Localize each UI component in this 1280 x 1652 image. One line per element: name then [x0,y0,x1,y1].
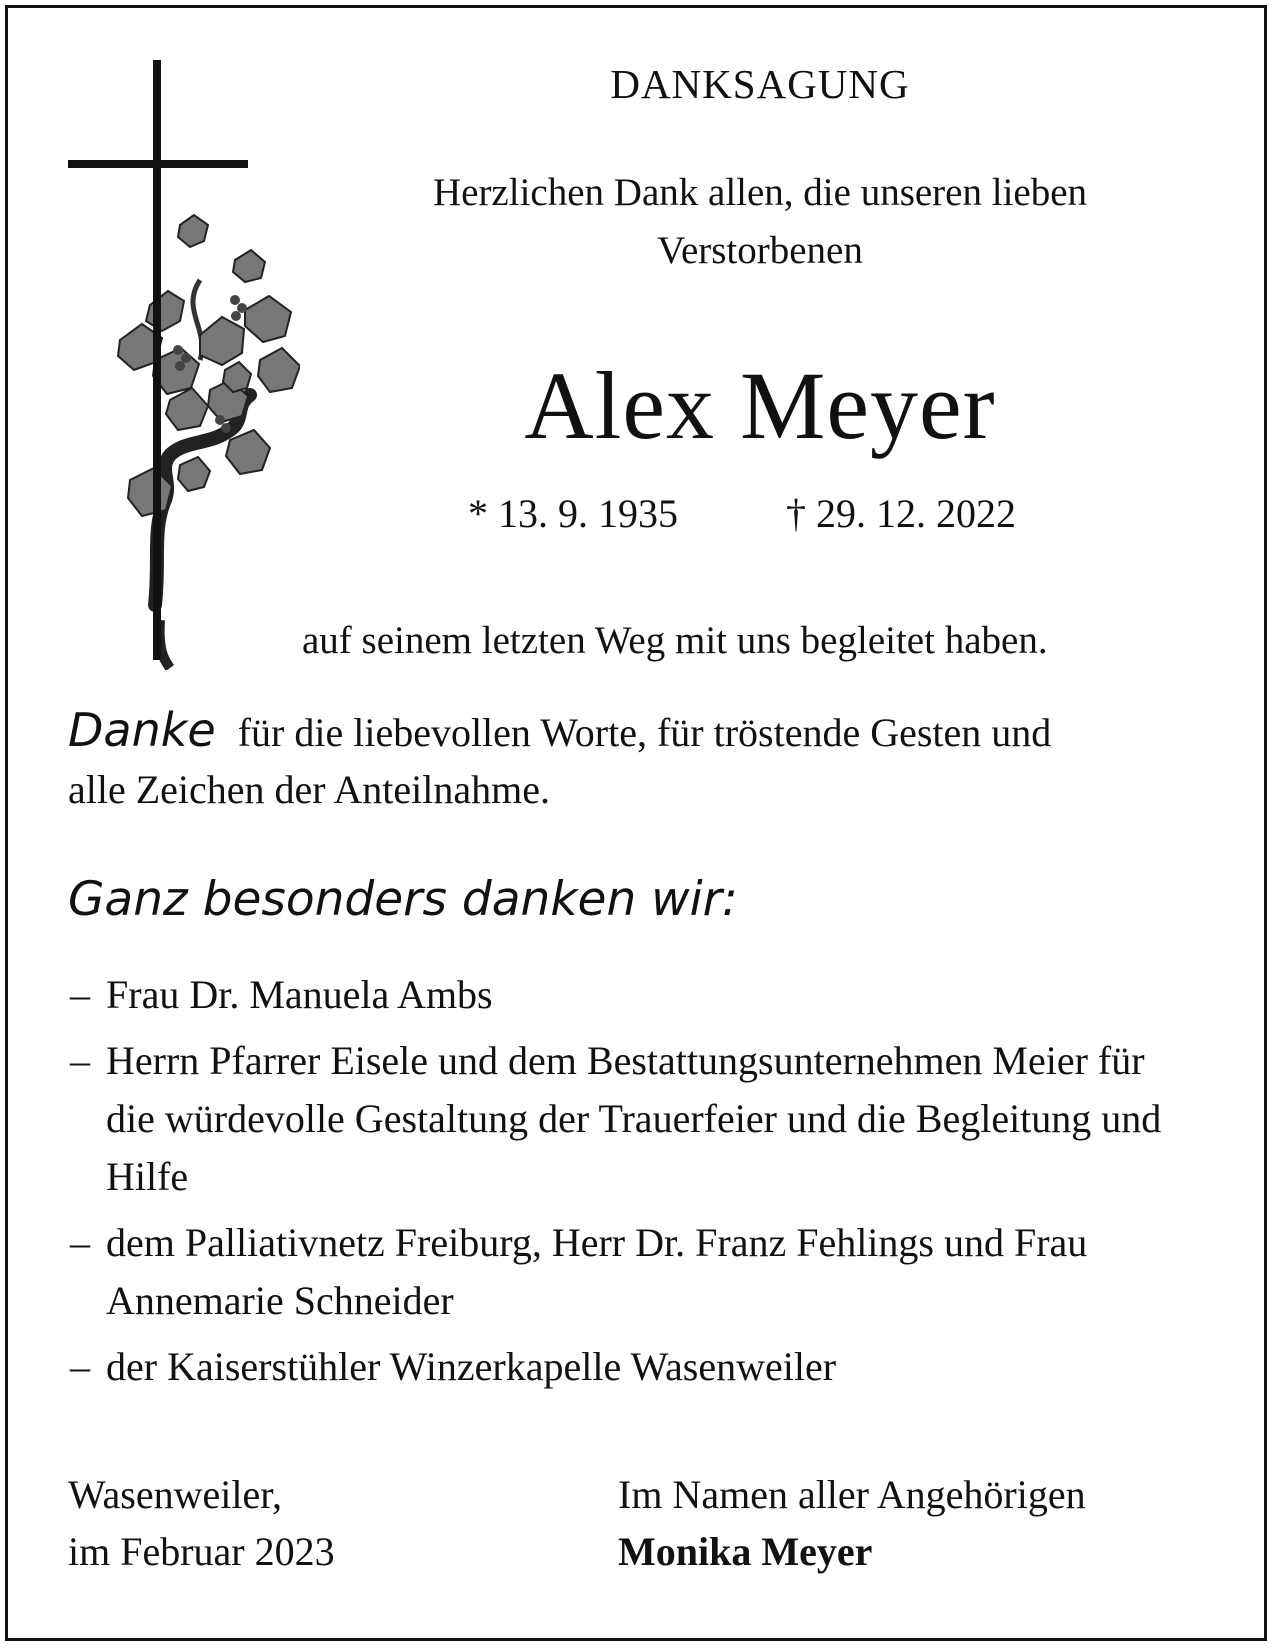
signature-name: Monika Meyer [618,1529,873,1574]
thanks-line-1: für die liebevollen Worte, für tröstende Gesten und [237,710,1052,755]
deceased-name: Alex Meyer [524,352,996,459]
thanks-word: Danke [68,703,216,757]
death-date: † 29. 12. 2022 [786,491,1016,536]
list-item: – dem Palliativnetz Freiburg, Herr Dr. Franz Fehlings und Frau Annemarie Schneider [70,1220,1088,1323]
intro-line-2: Verstorbenen [657,229,863,272]
list-item: – Frau Dr. Manuela Ambs [70,972,493,1017]
special-heading: Ganz besonders danken wir: [68,872,738,927]
date: im Februar 2023 [68,1529,335,1574]
thanks-list [70,966,1210,1404]
list-item: – der Kaiserstühler Winzerkapelle Wasenweiler [70,1344,837,1389]
thanks-paragraph [68,700,1051,763]
intro-line-1: Herzlichen Dank allen, die unseren lieben [432,171,1088,214]
signature-line: Im Namen aller Angehörigen [618,1472,1086,1517]
thanks-line-2: alle Zeichen der Anteilnahme. [68,767,551,812]
birth-date: * 13. 9. 1935 [468,491,678,536]
place: Wasenweiler, [68,1472,282,1517]
outro-line: auf seinem letzten Weg mit uns begleitet haben. [302,619,1048,662]
heading: DANKSAGUNG [610,61,910,107]
list-item: – Herrn Pfarrer Eisele und dem Bestattungsunternehmen Meier für die würdevolle Gestaltung der Trauerfeier und die Begleitung und Hilfe [70,1038,1162,1199]
cross-with-vine-icon [60,60,300,670]
